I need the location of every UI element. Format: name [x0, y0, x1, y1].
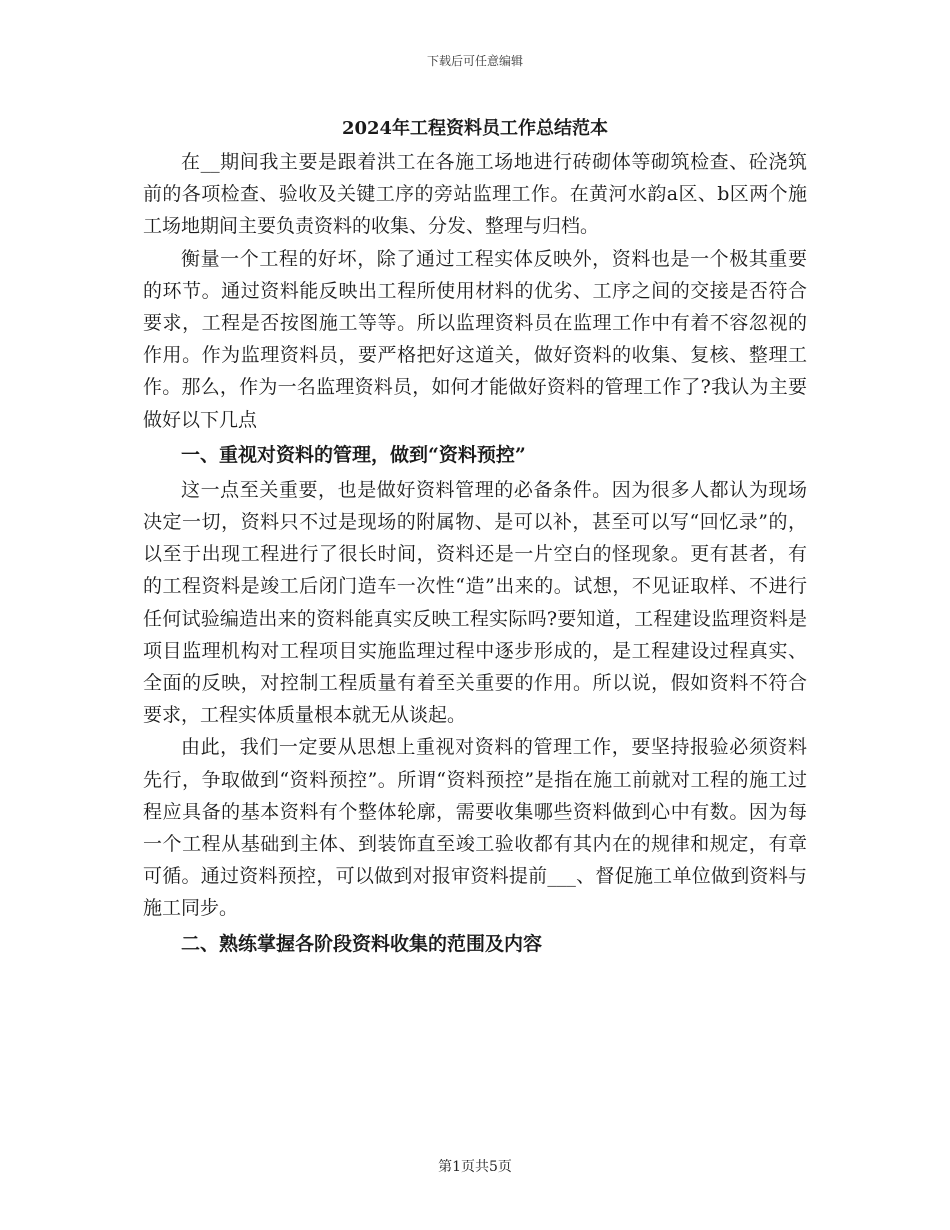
document-title: 2024年工程资料员工作总结范本 [341, 118, 609, 139]
document-body [143, 112, 807, 963]
paragraph-section1-b: 由此，我们一定要从思想上重视对资料的管理工作，要坚持报验必须资料先行，争取做到“资料预控”。所谓“资料预控”是指在施工前就对工程的施工过程应具备的基本资料有个整体轮廓，需要收集哪些资料做到心中有数。因为每一个工程从基础到主体、到装饰直至竣工验收都有其内在的规律和规定，有章可循。通过资料预控，可以做到对报审资料提前___、督促施工单位做到资料与施工同步。 [143, 736, 807, 920]
paragraph-section1-a: 这一点至关重要，也是做好资料管理的必备条件。因为很多人都认为现场决定一切，资料只不过是现场的附属物、是可以补，甚至可以写“回忆录”的，以至于出现工程进行了很长时间，资料还是一片空白的怪现象。更有甚者，有的工程资料是竣工后闭门造车一次性“造”出来的。试想，不见证取样、不进行任何试验编造出来的资料能真实反映工程实际吗?要知道，工程建设监理资料是项目监理机构对工程项目实施监理过程中逐步形成的，是工程建设过程真实、全面的反映，对控制工程质量有着至关重要的作用。所以说，假如资料不符合要求，工程实体质量根本就无从谈起。 [143, 478, 807, 727]
section-heading-2: 二、熟练掌握各阶段资料收集的范围及内容 [181, 932, 543, 955]
page-number: 第1页共5页 [438, 1159, 512, 1175]
paragraph-intro: 在__期间我主要是跟着洪工在各施工场地进行砖砌体等砌筑检查、砼浇筑前的各项检查、验收及关键工序的旁站监理工作。在黄河水韵a区、b区两个施工场地期间主要负责资料的收集、分发、整理与归档。 [143, 151, 807, 238]
paragraph-importance: 衡量一个工程的好坏，除了通过工程实体反映外，资料也是一个极其重要的环节。通过资料能反映出工程所使用材料的优劣、工序之间的交接是否符合要求，工程是否按图施工等等。所以监理资料员在监理工作中有着不容忽视的作用。作为监理资料员，要严格把好这道关，做好资料的收集、复核、整理工作。那么，作为一名监理资料员，如何才能做好资料的管理工作了?我认为主要做好以下几点 [143, 247, 807, 431]
section-heading-1: 一、重视对资料的管理，做到“资料预控” [181, 443, 526, 466]
page-header-note: 下载后可任意编辑 [426, 54, 523, 68]
